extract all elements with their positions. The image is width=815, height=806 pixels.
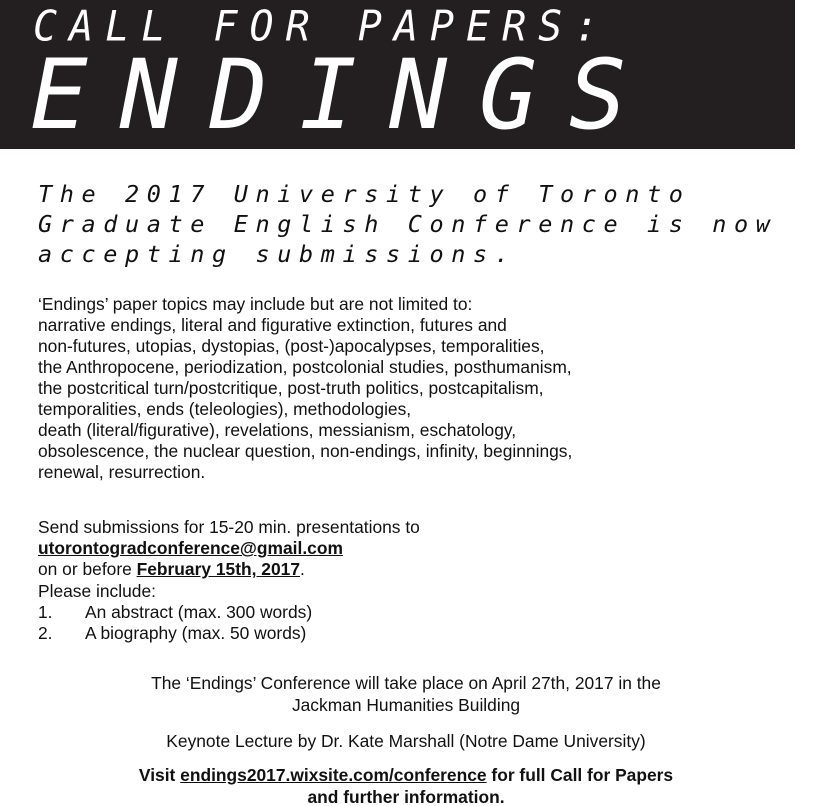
subhead-line-3: accepting submissions. [38, 240, 517, 268]
subhead-line-2: Graduate English Conference is now [38, 210, 778, 238]
subhead-line-1: The 2017 University of Toronto [38, 180, 691, 208]
deadline-line [38, 559, 778, 580]
topics-line: the Anthropocene, periodization, postcolonial studies, posthumanism, [38, 357, 572, 377]
visit-prefix: Visit [138, 765, 181, 785]
list-item-text: An abstract (max. 300 words) [85, 601, 313, 622]
topics-line: renewal, resurrection. [38, 462, 206, 482]
keynote-line: Keynote Lecture by Dr. Kate Marshall (Notre Dame University) [166, 731, 646, 751]
visit-suffix: for full Call for Papers [486, 765, 674, 785]
topics-line: temporalities, ends (teleologies), methodologies, [38, 399, 412, 419]
deadline-prefix: on or before [38, 559, 137, 580]
title-banner [0, 0, 795, 149]
topics-line: non-futures, utopias, dystopias, (post-)apocalypses, temporalities, [38, 336, 545, 356]
submission-intro: Send submissions for 15-20 min. presentations to [38, 517, 420, 537]
topics-line: ‘Endings’ paper topics may include but are not limited to: [38, 294, 473, 314]
event-line-2: Jackman Humanities Building [291, 695, 521, 715]
visit-line-2: and further information. [307, 787, 505, 806]
topics-line: obsolescence, the nuclear question, non-endings, infinity, beginnings, [38, 441, 573, 461]
conference-subheading [38, 179, 798, 269]
list-item [38, 623, 778, 644]
visit-block [0, 764, 812, 806]
website-link[interactable]: endings2017.wixsite.com/conference [180, 765, 487, 785]
keynote-block [0, 730, 812, 752]
banner-endings-title: ENDINGS [30, 39, 659, 149]
topics-paragraph [38, 294, 778, 483]
list-item-number: 1. [38, 601, 53, 622]
list-item-text: A biography (max. 50 words) [85, 623, 307, 644]
deadline-date: February 15th, 2017 [136, 559, 300, 580]
event-line-1: The ‘Endings’ Conference will take place on April 27th, 2017 in the [151, 673, 661, 693]
submission-email-link[interactable]: utorontogradconference@gmail.com [38, 538, 343, 559]
include-label: Please include: [38, 580, 156, 601]
banner-call-for-papers: CALL FOR PAPERS: [33, 2, 611, 52]
topics-line: death (literal/figurative), revelations, messianism, eschatology, [38, 420, 517, 440]
topics-line: the postcritical turn/postcritique, post-truth politics, postcapitalism, [38, 378, 544, 398]
event-details [0, 672, 812, 716]
visit-line-1 [0, 764, 812, 786]
list-item-number: 2. [38, 623, 53, 644]
topics-line: narrative endings, literal and figurative extinction, futures and [38, 315, 507, 335]
deadline-suffix: . [300, 559, 305, 580]
list-item [38, 602, 778, 623]
submission-instructions [38, 517, 778, 644]
